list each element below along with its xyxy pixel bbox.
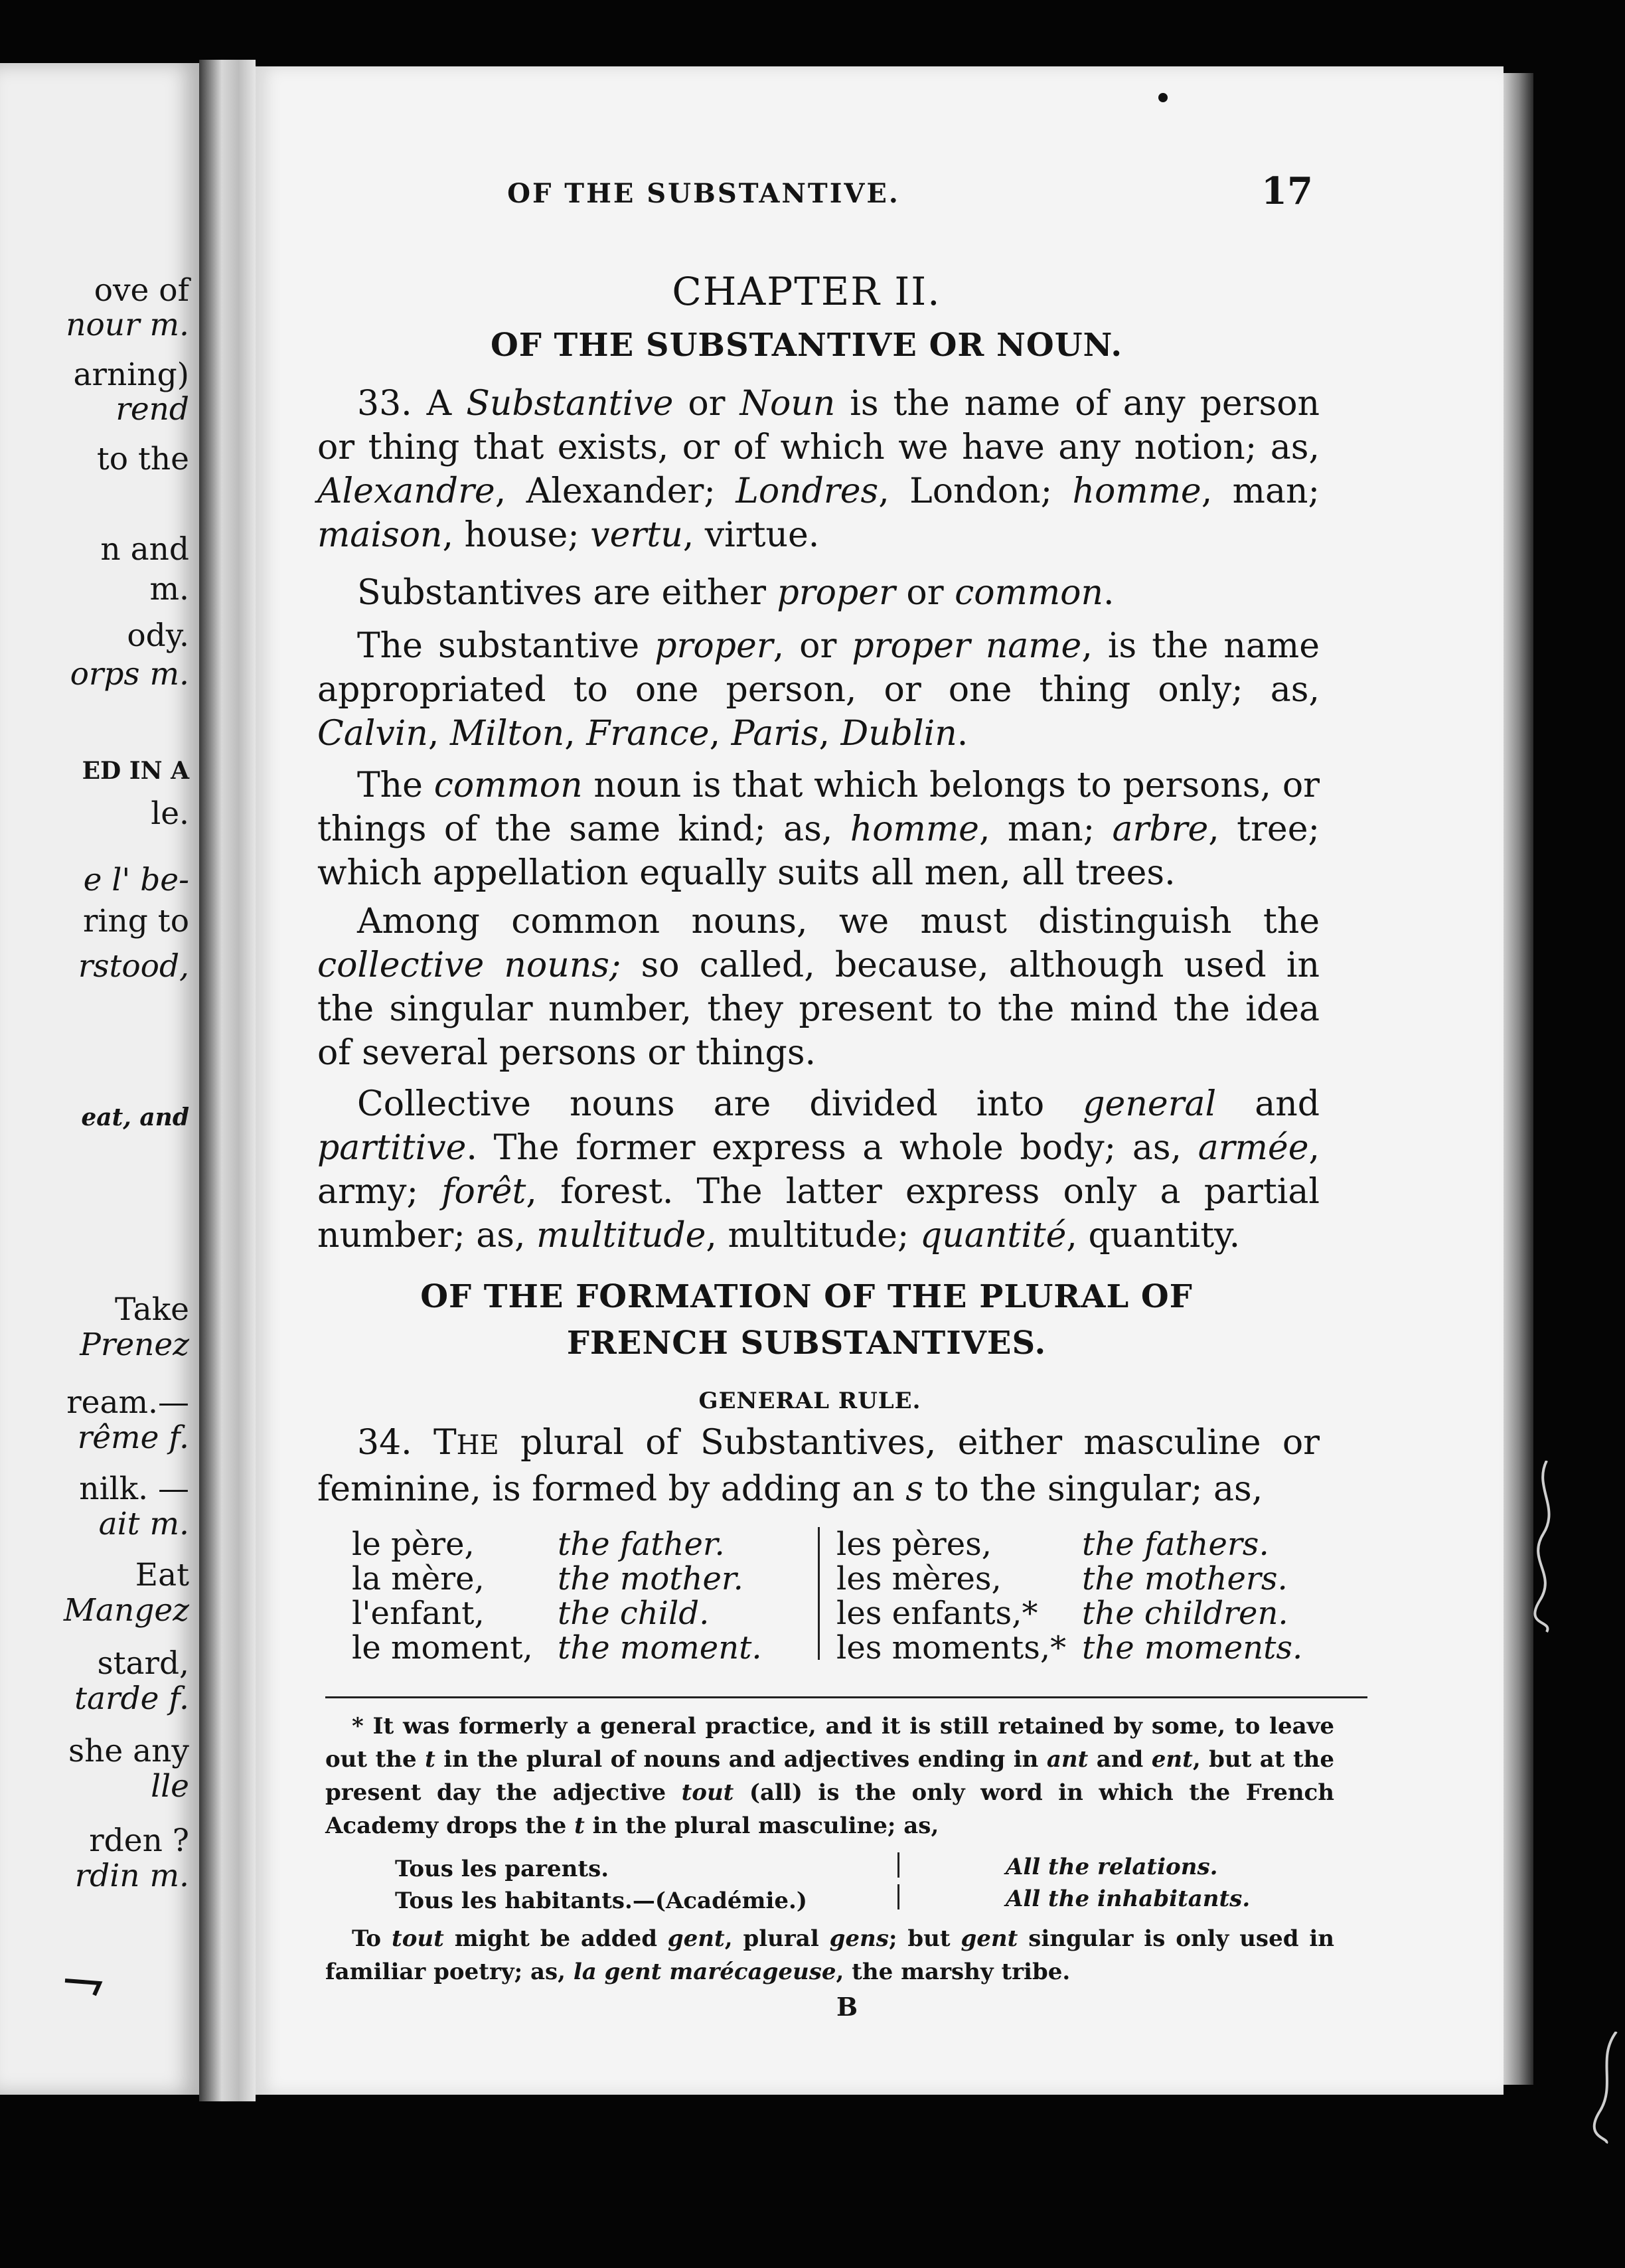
paragraph-33: 33. A Substantive or Noun is the name of any person or thing that exists, or of which we have any notion; as, Alexandre, Alexander; Londres, London; homme, man; maison, house; vertu, virtue. <box>317 384 1320 555</box>
left-page-text-fragment: she any <box>68 1733 189 1769</box>
section-title: OF THE SUBSTANTIVE OR NOUN. <box>490 327 1123 364</box>
footnote-example-fr: Tous les habitants.—(Académie.) <box>395 1888 807 1914</box>
left-page-text-fragment: ream.— <box>66 1384 189 1421</box>
left-page-text-fragment: e l' be- <box>83 862 189 898</box>
page-edge <box>1504 73 1533 2085</box>
example-singular-fr: le père, <box>352 1526 475 1563</box>
left-page-text-fragment: arning) <box>73 357 189 393</box>
example-plural-en: the children. <box>1082 1595 1288 1632</box>
formation-heading-line-1: OF THE FORMATION OF THE PLURAL OF <box>420 1278 1193 1315</box>
paragraph-collective-divided: Collective nouns are divided into general and partitive. The former express a whole body; as, armée, army; forêt, forest. The latter express only a partial number; as, multitude, multitude; quantité, quantity. <box>317 1084 1320 1256</box>
left-page-text-fragment: n and <box>100 531 189 568</box>
left-page-text-fragment: ring to <box>83 903 189 939</box>
footnote-rule <box>325 1696 1367 1698</box>
paragraph-collective-nouns: Among common nouns, we must distinguish the collective nouns; so called, because, although used in the singular number, they present to the mind the idea of several persons or things. <box>317 902 1320 1073</box>
left-page-text-fragment: Take <box>114 1291 189 1328</box>
footnote-addition: To tout might be added gent, plural gens; but gent singular is only used in familiar poetry; as, la gent marécageuse, the marshy tribe. <box>325 1925 1335 1985</box>
page-number: 17 <box>1261 169 1313 213</box>
left-page-text-fragment: Prenez <box>80 1327 189 1363</box>
left-page-text-fragment: rdin m. <box>74 1858 189 1894</box>
example-plural-en: the fathers. <box>1082 1526 1269 1563</box>
example-singular-en: the child. <box>558 1595 710 1632</box>
left-page-text-fragment: ait m. <box>98 1506 189 1542</box>
paragraph-proper-common: Substantives are either proper or common. <box>357 573 1115 613</box>
example-plural-fr: les pères, <box>836 1526 992 1563</box>
example-singular-en: the moment. <box>558 1629 762 1666</box>
left-page-text-fragment: Mangez <box>63 1592 189 1629</box>
left-page-text-fragment: rden ? <box>89 1822 189 1859</box>
footnote-divider <box>897 1852 899 1878</box>
example-singular-fr: la mère, <box>352 1560 485 1597</box>
thread-mark-icon <box>1590 2032 1623 2145</box>
example-plural-en: the mothers. <box>1082 1560 1288 1597</box>
left-page-text-fragment: eat, and <box>81 1103 189 1131</box>
paragraph-34: 34. THE plural of Substantives, either masculine or feminine, is formed by adding an s to the singular; as, <box>317 1423 1320 1509</box>
ink-spot <box>1158 93 1168 102</box>
paragraph-proper-noun: The substantive proper, or proper name, is the name appropriated to one person, or one thing only; as, Calvin, Milton, France, Paris, Dublin. <box>317 626 1320 754</box>
footnote-divider <box>897 1884 899 1909</box>
general-rule-label: GENERAL RULE. <box>698 1388 921 1414</box>
example-singular-en: the father. <box>558 1526 725 1563</box>
singular-english-column <box>558 1527 762 1665</box>
formation-heading-line-2: FRENCH SUBSTANTIVES. <box>566 1325 1047 1362</box>
example-plural-fr: les mères, <box>836 1560 1002 1597</box>
example-singular-fr: le moment, <box>352 1629 533 1666</box>
running-head: OF THE SUBSTANTIVE. <box>507 178 900 209</box>
table-divider <box>818 1527 820 1660</box>
footnote-example-fr: Tous les parents. <box>395 1856 609 1882</box>
example-singular-fr: l'enfant, <box>352 1595 485 1632</box>
paragraph-common-noun: The common noun is that which belongs to persons, or things of the same kind; as, homme, man; arbre, tree; which appellation equally suits all men, all trees. <box>317 766 1320 893</box>
left-page-text-fragment: rstood, <box>78 948 189 985</box>
hook-mark-icon <box>60 1969 113 2002</box>
left-page-text-fragment: ody. <box>127 617 189 654</box>
plural-english-column <box>1082 1527 1302 1665</box>
example-plural-en: the moments. <box>1082 1629 1303 1666</box>
left-page-text-fragment: le. <box>151 795 189 832</box>
left-page-text-fragment: to the <box>96 441 189 477</box>
footnote-example-en: All the inhabitants. <box>1006 1886 1251 1912</box>
left-page-text-fragment: stard, <box>97 1645 189 1682</box>
chapter-title: CHAPTER II. <box>672 269 941 314</box>
left-page-text-fragment: tarde f. <box>74 1680 189 1717</box>
thread-mark-icon <box>1527 1461 1567 1633</box>
plural-examples-table <box>352 1526 1308 1666</box>
footnote-example-en: All the relations. <box>1006 1854 1218 1880</box>
singular-french-column <box>352 1527 533 1665</box>
example-plural-fr: les moments,* <box>836 1629 1067 1666</box>
left-page-text-fragment: nilk. — <box>79 1471 189 1507</box>
book-gutter <box>199 60 256 2101</box>
left-page-text-fragment: m. <box>149 571 189 608</box>
example-plural-fr: les enfants,* <box>836 1595 1038 1632</box>
left-page-text-fragment: rême f. <box>77 1419 189 1456</box>
left-page-text-fragment: ED IN A <box>82 757 189 785</box>
left-page-text-fragment: ove of <box>94 272 189 309</box>
left-page-fragment <box>0 63 199 2095</box>
example-singular-en: the mother. <box>558 1560 743 1597</box>
left-page-text-fragment: nour m. <box>66 307 189 343</box>
plural-french-column <box>836 1527 1066 1665</box>
left-page-text-fragment: Eat <box>135 1557 189 1593</box>
left-page-text-fragment: orps m. <box>70 656 189 692</box>
left-page-text-fragment: rend <box>116 391 189 428</box>
footnote-text: * It was formerly a general practice, and it is still retained by some, to leave out the t in the plural of nouns and adjectives ending in ant and ent, but at the present day the adjective tout (all) is the only word in which the French Academy drops the t in the plural masculine; as, <box>325 1713 1334 1839</box>
signature-mark: B <box>836 1992 858 2022</box>
left-page-text-fragment: lle <box>151 1768 189 1805</box>
